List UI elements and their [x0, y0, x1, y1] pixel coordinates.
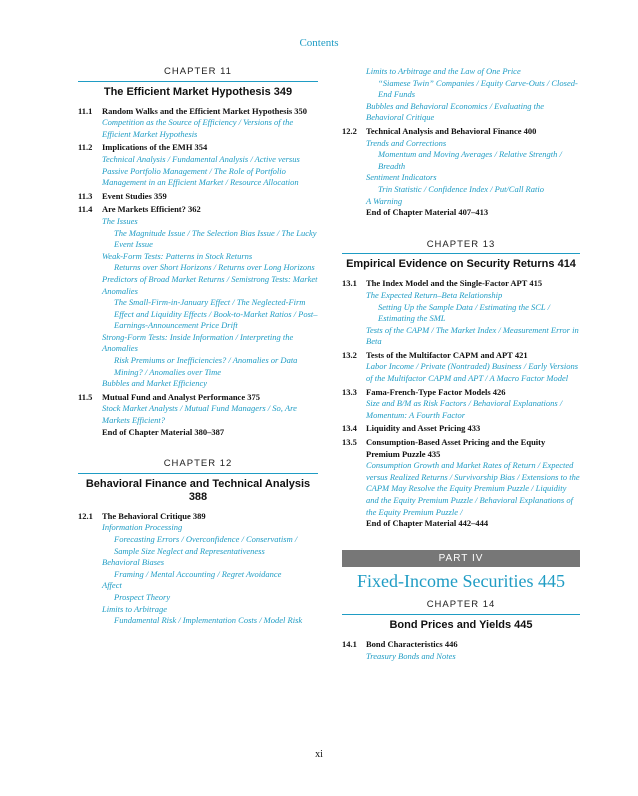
chapter-11-entries — [78, 106, 318, 439]
section-title: Fama-French-Type Factor Models 426 — [366, 386, 506, 397]
section-entry — [342, 126, 580, 138]
topic-entry: Consumption Growth and Market Rates of Return / Expected versus Realized Returns / Survivorship Bias / Extensions to the CAPM May Resolve the Equity Premium Puzzle / Liquidity and the Equity Premium Puzzle / Behavioral Explanations of the Equity Premium Puzzle / — [366, 460, 580, 517]
topic-entry: Size and B/M as Risk Factors / Behavioral Explanations / Momentum: A Fourth Factor — [366, 398, 563, 420]
topic-entry: A Warning — [366, 195, 403, 206]
section-number: 11.2 — [78, 142, 93, 153]
section-number: 13.1 — [342, 278, 357, 289]
chapter-13-entries — [342, 278, 580, 529]
chapter-12 — [78, 458, 318, 627]
subtopic-entry: Risk Premiums or Inefficiencies? / Anomalies or Data Mining? / Anomalies over Time — [114, 355, 298, 377]
section-title: Implications of the EMH 354 — [102, 142, 208, 153]
section-number: 11.4 — [78, 204, 93, 215]
chapter-13 — [342, 239, 580, 530]
left-column — [78, 66, 318, 627]
running-header: Contents — [299, 37, 339, 49]
section-entry — [78, 204, 318, 216]
part-title: Fixed-Income Securities 445 — [357, 571, 565, 592]
topic-entry: Predictors of Broad Market Returns / Semistrong Tests: Market Anomalies — [102, 273, 318, 296]
page-number: xi — [315, 749, 323, 760]
topic-entry: Affect — [102, 580, 122, 591]
topic-entry: Strong-Form Tests: Inside Information / Interpreting the Anomalies — [102, 331, 294, 354]
chapter-14-entries — [342, 639, 580, 662]
section-title: Mutual Fund and Analyst Performance 375 — [102, 391, 260, 402]
topic-entry: Treasury Bonds and Notes — [366, 650, 456, 661]
topic-entry: Weak-Form Tests: Patterns in Stock Returns — [102, 250, 253, 261]
chapter-title: Bond Prices and Yields 445 — [389, 618, 533, 631]
section-title: Liquidity and Asset Pricing 433 — [366, 423, 481, 434]
chapter-label: CHAPTER 11 — [78, 66, 318, 82]
section-number: 13.4 — [342, 423, 357, 434]
section-entry — [342, 437, 580, 460]
section-number: 13.3 — [342, 386, 357, 397]
section-entry — [78, 511, 318, 523]
section-title: Event Studies 359 — [102, 190, 167, 201]
chapter-label: CHAPTER 12 — [78, 458, 318, 474]
section-entry — [342, 639, 580, 651]
section-entry — [78, 191, 318, 203]
section-title: Tests of the Multifactor CAPM and APT 421 — [366, 349, 528, 360]
section-number: 11.3 — [78, 190, 93, 201]
subtopic-entry: The Small-Firm-in-January Effect / The Neglected-Firm Effect and Liquidity Effects / Book-to-Market Ratios / Post–Earnings-Announcement Price Drift — [114, 297, 318, 331]
subtopic-entry: Fundamental Risk / Implementation Costs / Model Risk — [114, 615, 303, 626]
chapter-12-entries — [78, 511, 318, 627]
chapter-title: Empirical Evidence on Security Returns 414 — [346, 258, 576, 271]
topic-entry: Technical Analysis / Fundamental Analysis / Active versus Passive Portfolio Management / The Role of Portfolio Management in an Efficient Market / Resource Allocation — [102, 153, 300, 188]
section-entry — [342, 350, 580, 362]
topic-entry: Sentiment Indicators — [366, 172, 437, 183]
section-entry — [78, 106, 318, 118]
right-column — [342, 66, 580, 662]
topic-entry: Stock Market Analysts / Mutual Fund Managers / So, Are Markets Efficient? — [102, 403, 297, 426]
section-number: 13.5 — [342, 437, 357, 448]
section-number: 12.1 — [78, 510, 93, 521]
topic-entry: Behavioral Biases — [102, 557, 165, 568]
topic-entry: Limits to Arbitrage and the Law of One Price — [366, 66, 521, 76]
subtopic-entry: Trin Statistic / Confidence Index / Put/Call Ratio — [378, 183, 544, 194]
end-of-chapter-entry: End of Chapter Material 442–444 — [366, 518, 489, 529]
topic-entry: The Issues — [102, 215, 138, 226]
section-entry — [342, 387, 580, 399]
section-number: 11.5 — [78, 391, 93, 402]
section-title: The Behavioral Critique 389 — [102, 510, 206, 521]
section-title: Bond Characteristics 446 — [366, 638, 458, 649]
subtopic-entry: Forecasting Errors / Overconfidence / Conservatism / Sample Size Neglect and Representativeness — [114, 534, 298, 556]
topic-entry: Trends and Corrections — [366, 137, 447, 148]
topic-entry: The Expected Return–Beta Relationship — [366, 289, 503, 300]
topic-entry: Tests of the CAPM / The Market Index / Measurement Error in Beta — [366, 324, 579, 347]
topic-entry: Labor Income / Private (Nontraded) Business / Early Versions of the Multifactor CAPM and APT / A Macro Factor Model — [366, 361, 579, 384]
topic-entry: Bubbles and Market Efficiency — [102, 378, 208, 389]
end-of-chapter-entry: End of Chapter Material 407–413 — [366, 207, 489, 218]
section-entry — [78, 392, 318, 404]
topic-entry: Competition as the Source of Efficiency / Versions of the Efficient Market Hypothesis — [102, 117, 294, 139]
subtopic-entry: Prospect Theory — [114, 591, 171, 602]
topic-entry: Bubbles and Behavioral Economics / Evaluating the Behavioral Critique — [366, 100, 544, 123]
subtopic-entry: Returns over Short Horizons / Returns over Long Horizons — [114, 262, 315, 273]
section-entry — [342, 278, 580, 290]
subtopic-entry: Framing / Mental Accounting / Regret Avoidance — [114, 568, 282, 579]
topic-entry: Information Processing — [102, 522, 183, 533]
chapter-11 — [78, 66, 318, 438]
chapter-label: CHAPTER 13 — [342, 239, 580, 255]
end-of-chapter-entry: End of Chapter Material 380–387 — [102, 426, 225, 437]
chapter-title: Behavioral Finance and Technical Analysis 388 — [85, 477, 311, 503]
section-entry — [78, 142, 318, 154]
section-number: 11.1 — [78, 105, 93, 116]
subtopic-entry: Momentum and Moving Averages / Relative Strength / Breadth — [378, 149, 562, 171]
subtopic-entry: Setting Up the Sample Data / Estimating the SCL / Estimating the SML — [378, 301, 550, 324]
part-label: PART IV — [342, 550, 580, 568]
section-title: The Index Model and the Single-Factor APT 415 — [366, 278, 543, 289]
topic-entry: Limits to Arbitrage — [102, 603, 168, 614]
chapter-title: The Efficient Market Hypothesis 349 — [103, 85, 293, 98]
section-entry — [342, 423, 580, 435]
section-title: Are Markets Efficient? 362 — [102, 204, 201, 215]
section-number: 13.2 — [342, 349, 357, 360]
chapter-label: CHAPTER 14 — [342, 599, 580, 615]
subtopic-entry: “Siamese Twin” Companies / Equity Carve-Outs / Closed-End Funds — [378, 77, 578, 100]
section-number: 14.1 — [342, 638, 357, 649]
chapter-12-continued-entries — [342, 66, 580, 219]
chapter-14 — [342, 599, 580, 662]
section-title: Random Walks and the Efficient Market Hypothesis 350 — [102, 105, 308, 116]
section-number: 12.2 — [342, 125, 357, 136]
section-title: Consumption-Based Asset Pricing and the Equity Premium Puzzle 435 — [366, 437, 546, 459]
subtopic-entry: The Magnitude Issue / The Selection Bias Issue / The Lucky Event Issue — [114, 227, 317, 250]
section-title: Technical Analysis and Behavioral Finance 400 — [366, 125, 537, 136]
